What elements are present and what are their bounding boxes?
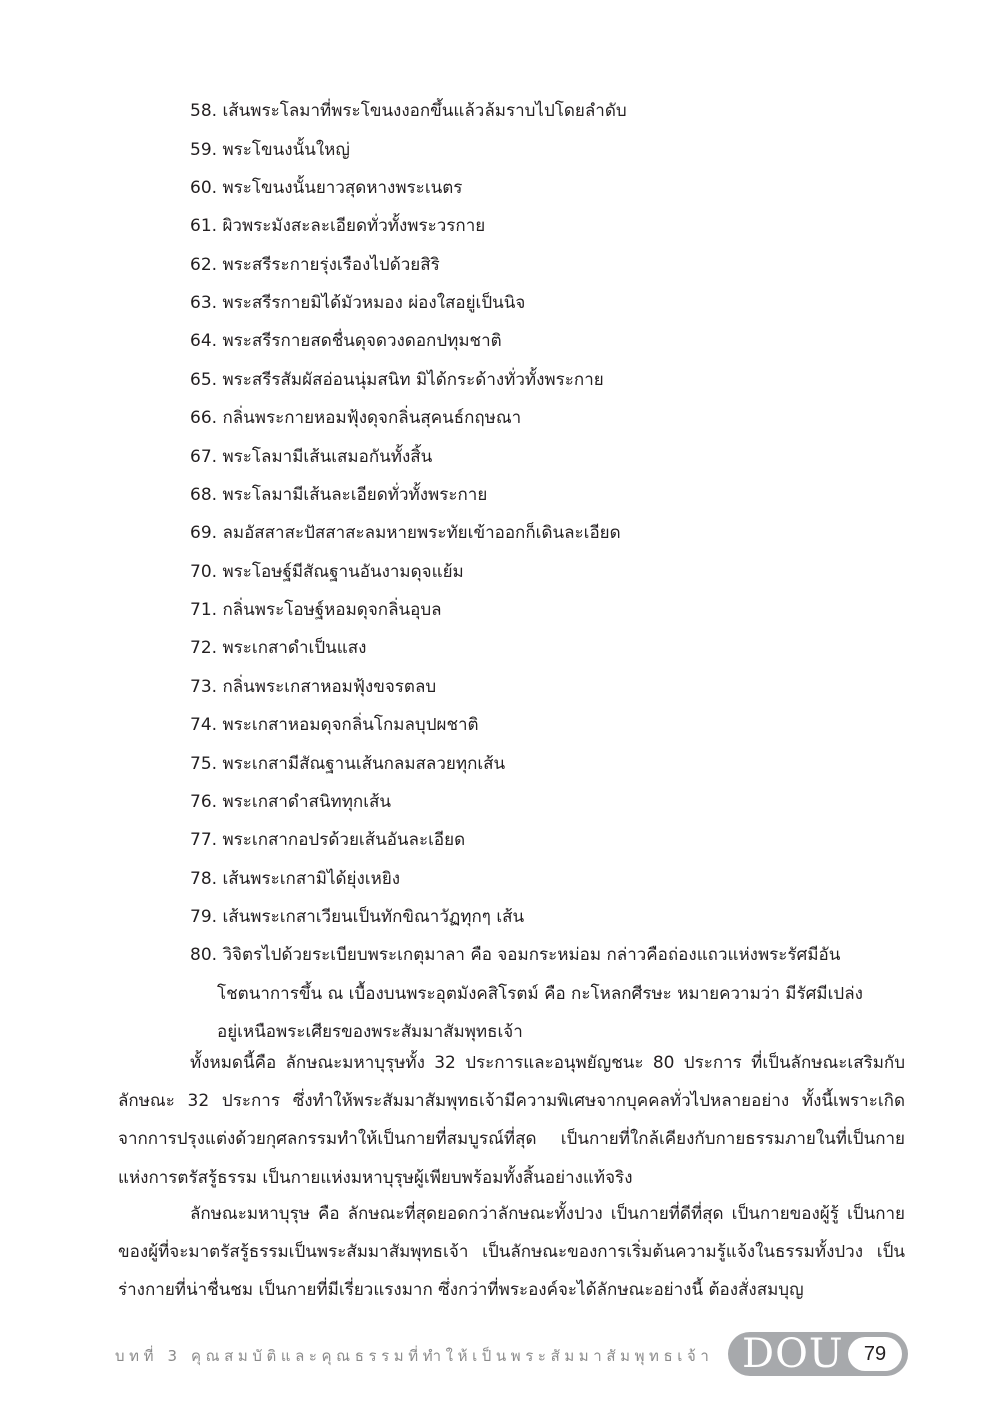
- list-item: 74. พระเกสาหอมดุจกลิ่นโกมลบุปผชาติ: [190, 715, 479, 735]
- list-item-80: [190, 936, 905, 1052]
- list-item: 72. พระเกสาดำเป็นแสง: [190, 638, 367, 658]
- list-item-80-line: อยู่เหนือพระเศียรของพระสัมมาสัมพุทธเจ้า: [217, 1022, 523, 1042]
- list-item: 78. เส้นพระเกสามิได้ยุ่งเหยิง: [190, 869, 401, 889]
- list-item: 77. พระเกสากอปรด้วยเส้นอันละเอียด: [190, 830, 466, 850]
- list-item-80-line: โชตนาการขึ้น ณ เบื้องบนพระอุตมังคสิโรตม์ คือ กะโหลกศีรษะ หมายความว่า มีรัศมีเปล่ง: [217, 983, 863, 1004]
- list-item: 71. กลิ่นพระโอษฐ์หอมดุจกลิ่นอุบล: [190, 600, 442, 620]
- list-item: 59. พระโขนงนั้นใหญ่: [190, 140, 350, 160]
- list-item: 66. กลิ่นพระกายหอมฟุ้งดุจกลิ่นสุคนธ์กฤษณา: [190, 408, 522, 428]
- list-item: 79. เส้นพระเกสาเวียนเป็นทักขิณาวัฏทุกๆ เส้น: [190, 907, 525, 927]
- list-item: 70. พระโอษฐ์มีสัณฐานอันงามดุจแย้ม: [190, 562, 464, 582]
- page-footer: [0, 1330, 1000, 1378]
- dou-logo: DOU: [742, 1331, 844, 1377]
- list-item: 76. พระเกสาดำสนิททุกเส้น: [190, 792, 392, 812]
- page-number: 79: [848, 1337, 902, 1371]
- list-item: 68. พระโลมามีเส้นละเอียดทั่วทั้งพระกาย: [190, 485, 488, 505]
- list-item: 65. พระสรีรสัมผัสอ่อนนุ่มสนิท มิได้กระด้างทั่วทั้งพระกาย: [190, 370, 604, 390]
- list-item: 75. พระเกสามีสัณฐานเส้นกลมสลวยทุกเส้น: [190, 754, 506, 774]
- chapter-title: บทที่ 3 คุณสมบัติและคุณธรรมที่ทำให้เป็นพระสัมมาสัมพุทธเจ้า: [115, 1347, 714, 1365]
- list-item: 62. พระสรีระกายรุ่งเรืองไปด้วยสิริ: [190, 255, 440, 275]
- list-item: 64. พระสรีรกายสดชื่นดุจดวงดอกปทุมชาติ: [190, 331, 502, 351]
- page-badge: [728, 1332, 908, 1376]
- list-item: 73. กลิ่นพระเกสาหอมฟุ้งขจรตลบ: [190, 677, 437, 697]
- list-item: 69. ลมอัสสาสะปัสสาสะลมหายพระทัยเข้าออกก็เดินละเอียด: [190, 523, 621, 543]
- list-item: 61. ผิวพระมังสะละเอียดทั่วทั้งพระวรกาย: [190, 216, 486, 236]
- list-item-80-line: 80. วิจิตรไปด้วยระเบียบพระเกตุมาลา คือ จอมกระหม่อม กล่าวคือถ่องแถวแห่งพระรัศมีอัน: [190, 945, 841, 965]
- list-item: 60. พระโขนงนั้นยาวสุดหางพระเนตร: [190, 178, 463, 198]
- body-paragraph: ลักษณะมหาบุรุษ คือ ลักษณะที่สุดยอดกว่าลักษณะทั้งปวง เป็นกายที่ดีที่สุด เป็นกายของผู้รู้ เป็นกายของผู้ที่จะมาตรัสรู้ธรรมเป็นพระสัมมาสัมพุทธเจ้า เป็นลักษณะของการเริ่มต้นความรู้แจ้งในธรรมทั้งปวง เป็นร่างกายที่น่าชื่นชม เป็นกายที่มีเรี่ยวแรงมาก ซึ่งกว่าที่พระองค์จะได้ลักษณะอย่างนี้ ต้องสั่งสมบุญ: [118, 1204, 905, 1301]
- list-item: 58. เส้นพระโลมาที่พระโขนงงอกขึ้นแล้วล้มราบไปโดยลำดับ: [190, 101, 627, 121]
- list-item: 63. พระสรีรกายมิได้มัวหมอง ผ่องใสอยู่เป็นนิจ: [190, 293, 526, 313]
- body-paragraph: ทั้งหมดนี้คือ ลักษณะมหาบุรุษทั้ง 32 ประการและอนุพยัญชนะ 80 ประการ ที่เป็นลักษณะเสริมกับลักษณะ 32 ประการ ซึ่งทำให้พระสัมมาสัมพุทธเจ้ามีความพิเศษจากบุคคลทั่วไปหลายอย่าง ทั้งนี้เพราะเกิดจากการปรุงแต่งด้วยกุศลกรรมทำให้เป็นกายที่สมบูรณ์ที่สุด เป็นกายที่ใกล้เคียงกับกายธรรมภายในที่เป็นกายแห่งการตรัสรู้ธรรม เป็นกายแห่งมหาบุรุษผู้เพียบพร้อมทั้งสิ้นอย่างแท้จริง: [118, 1053, 905, 1188]
- list-item: 67. พระโลมามีเส้นเสมอกันทั้งสิ้น: [190, 447, 433, 467]
